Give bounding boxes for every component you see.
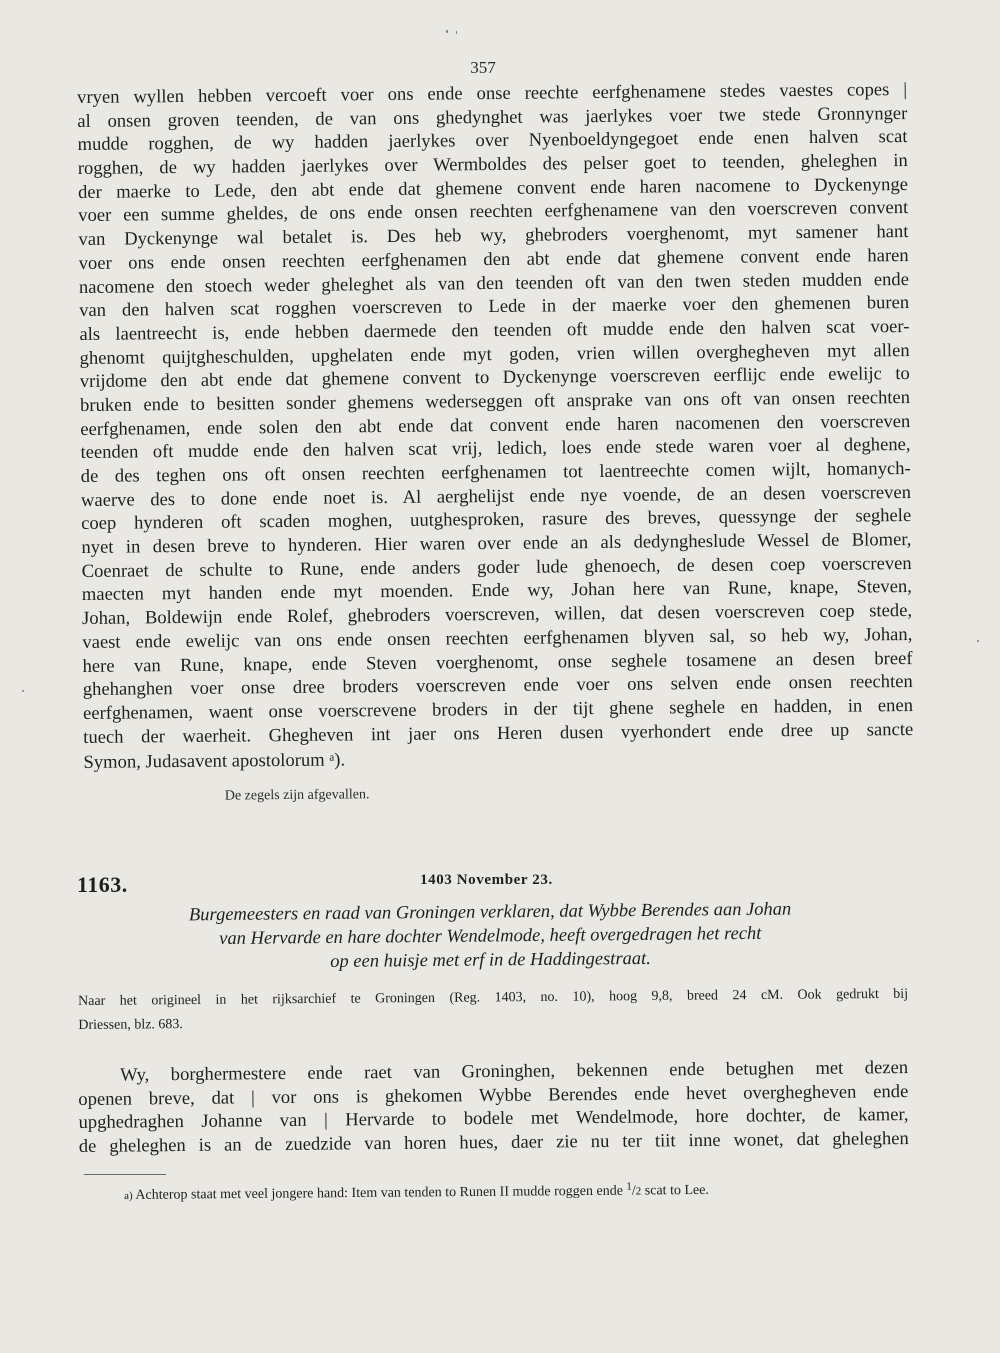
text-line: openen breve, dat | vor ons is ghekomen Wybbe Berendes ende hevet overghegheven ende [78, 1080, 909, 1110]
text-line: waerve des to done ende noet is. Al aerghelijst ende nye voende, de an desen voerscreven [80, 481, 912, 511]
text-line: rogghen, de wy hadden jaerlykes over Wermboldes des pelser goet to teenden, gheleghen in [77, 150, 908, 180]
text-line: voer een summe gheldes, de ons ende onsen reechten eerfghenamene van den voerscreven convent [78, 197, 909, 227]
text-line: vaest ende ewelijc van ons ende onsen reechten eerfghenamen blyven sal, so heb wy, Johan, [82, 623, 913, 653]
print-speck [22, 690, 24, 692]
text-line: Johan, Boldewijn ende Rolef, ghebroders voerscreven, willen, dat desen voerscreven coep stede, [82, 600, 913, 630]
charter-number: 1163. [77, 872, 128, 897]
text-line: vrijdome den abt ende dat ghemene convent to Dyckenynge voerscreven eerflijc ende ewelijc to [79, 363, 910, 393]
text-line: vryen wyllen hebben vercoeft voer ons ende onse reechte eerfghenamene stedes vaestes copes | [77, 79, 908, 108]
print-speck [977, 640, 979, 642]
text-line: de gheleghen is an de zuedzide van horen hues, daer zie nu ter tiit inne wonet, dat gheleghen [78, 1128, 909, 1158]
charter-summary [120, 897, 861, 976]
text-line: ghehanghen voer onse dree broders voerscreven ende voer ons selven ende onsen reechten [82, 671, 913, 701]
footnote-fraction: $^1$/2 [626, 1180, 642, 1199]
source-note-line: Driessen, blz. 683. [78, 1017, 183, 1033]
page-number: 357 [470, 58, 496, 77]
text-line: nacomene den stoech weder gheleghet als van den teenden oft van den twen steden mudden ende [78, 268, 909, 298]
text-line: voer ons ende onsen reechten eerfghenamen den abt ende dat ghemene convent ende haren [78, 244, 909, 274]
text-line: al onsen groven teenden, de van ons ghedynghet was jaerlykes voer twe stede Gronnynger [77, 102, 908, 132]
final-line-punctuation: ). [334, 749, 346, 771]
fraction-numerator: 1 [626, 1180, 632, 1193]
fraction-denominator: 2 [635, 1185, 642, 1198]
text-line: van den halven scat rogghen voerscreven to Lede in der maerke voer den ghemenen buren [79, 292, 910, 322]
footnote-text: Achterop staat met veel jongere hand: Item van tenden to Runen II mudde roggen ende [135, 1183, 623, 1203]
footnote-divider [84, 1174, 166, 1175]
text-line: der maerke to Lede, den abt ende dat ghemene convent ende haren nacomene to Dyckenynge [77, 173, 909, 203]
charter-1162-continuation [77, 78, 914, 807]
text-line: nyet in desen breve to hynderen. Hier waren over ende an als dedyngheslude Wessel de Blomer, [81, 529, 912, 559]
text-line: tuech der waerheit. Ghegheven int jaer ons Heren dusen vyerhondert ende dree up sancte [83, 718, 914, 748]
text-line: de des teghen ons oft onsen reechten eerfghenamen tot laentreechte comen wijlt, homanych- [80, 458, 911, 487]
text-line: mudde rogghen, de wy hadden jaerlykes over Nyenboeldyngegoet ende enen halven scat [77, 126, 908, 156]
text-line: Wy, borghermestere ende raet van Groninghen, bekennen ende betughen met dezen [120, 1057, 909, 1086]
text-line: als laentreecht is, ende hebben daermede den teenden oft mudde ende den halven scat voer- [79, 315, 910, 345]
text-line: maecten myt handen ende myt moenden. Ende wy, Johan here van Rune, knape, Steven, [81, 576, 912, 606]
text-line: van Dyckenynge wal betalet is. Des heb wy, ghebroders voerghenomt, myt samener hant [78, 221, 909, 251]
text-line: upghedraghen Johanne van | Hervarde to bodele met Wendelmode, hore dochter, de kamer, [78, 1104, 909, 1134]
text-line: here van Rune, knape, ende Steven voerghenomt, onse seghele tosamene an desen breef [82, 647, 913, 677]
text-line: eerfghenamen, waent onse voerscrevene broders in der tijt ghene seghele en hadden, in enen [82, 694, 914, 724]
text-line: teenden oft mudde ende den halven scat vrij, ledich, loes ende stede waren voer al deghene, [80, 434, 911, 464]
print-speck [446, 30, 448, 33]
text-line: coep hynderen oft scaden moghen, uutghesproken, rasure des breves, quessynge der seghele [81, 505, 912, 535]
print-speck [456, 31, 457, 34]
text-line: eerfghenamen, ende solen den abt ende dat convent ende haren nacomenen den voerscreven [80, 410, 911, 440]
text-line: bruken ende to besitten sonder ghemens wederseggen oft ansprake van ons oft van onsen reechten [79, 386, 911, 416]
charter-1163-text [78, 1056, 909, 1159]
source-note-line: Naar het origineel in het rijksarchief te Groningen (Reg. 1403, no. 10), hoog 9,8, breed 24 cM. Ook gedrukt bij [78, 986, 909, 1009]
footnote [124, 1175, 884, 1205]
footnote-marker: a) [124, 1189, 133, 1202]
footnote-text-end: scat to Lee. [644, 1182, 709, 1199]
summary-line: op een huisje met erf in de Haddingestraat. [330, 948, 651, 972]
charter-1162-lines [77, 78, 913, 749]
charter-date: 1403 November 23. [420, 872, 553, 888]
source-note [78, 983, 908, 1038]
final-line-text: Symon, Judasavent apostolorum [83, 749, 325, 773]
footnote-reference: a [329, 751, 335, 764]
summary-line: van Hervarde en hare dochter Wendelmode, heeft overgedragen het recht [219, 923, 762, 950]
text-line: ghenomt quijtgheschulden, upghelaten ende myt goden, vrien willen overghegheven myt allen [79, 339, 910, 369]
text-line: Coenraet de schulte to Rune, ende anders goder lude ghenoech, de desen coep voerscreven [81, 552, 912, 582]
summary-line: Burgemeesters en raad van Groningen verklaren, dat Wybbe Berendes aan Johan [188, 899, 792, 926]
seal-note: De zegels zijn afgevallen. [224, 787, 370, 804]
